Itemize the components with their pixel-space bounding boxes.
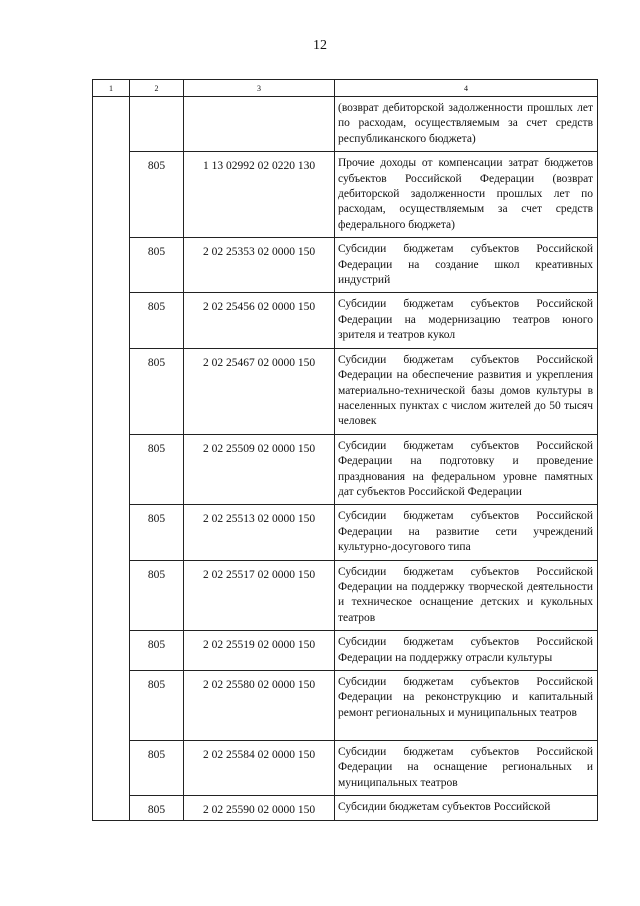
budget-code-cell: 2 02 25513 02 0000 150 [184, 505, 335, 560]
table-row [93, 631, 598, 671]
description-cell: Субсидии бюджетам субъектов Российской Федерации на поддержку отрасли культуры [335, 631, 598, 671]
table-row [93, 348, 598, 434]
table-row [93, 238, 598, 293]
admin-code-cell: 805 [130, 152, 184, 238]
description-cell: Субсидии бюджетам субъектов Российской Федерации на реконструкцию и капитальный ремонт региональных и муниципальных театров [335, 671, 598, 741]
budget-code-cell [184, 97, 335, 152]
description-cell: Прочие доходы от компенсации затрат бюджетов субъектов Российской Федерации (возврат дебиторской задолженности прошлых лет по расходам, осуществляемым за счет средств федерального бюджета) [335, 152, 598, 238]
page-number: 12 [313, 38, 327, 53]
description-cell: Субсидии бюджетам субъектов Российской [335, 796, 598, 820]
col-1-cell [93, 97, 130, 821]
budget-code-cell: 2 02 25517 02 0000 150 [184, 560, 335, 631]
description-cell: Субсидии бюджетам субъектов Российской Федерации на создание школ креативных индустрий [335, 238, 598, 293]
table-row [93, 505, 598, 560]
admin-code-cell: 805 [130, 560, 184, 631]
table-row [93, 741, 598, 796]
admin-code-cell [130, 97, 184, 152]
description-cell: Субсидии бюджетам субъектов Российской Федерации на модернизацию театров юного зрителя и театров кукол [335, 293, 598, 348]
budget-code-cell: 2 02 25467 02 0000 150 [184, 348, 335, 434]
table-row [93, 671, 598, 741]
description-cell: Субсидии бюджетам субъектов Российской Федерации на подготовку и проведение празднования на федеральном уровне памятных дат субъектов Российской Федерации [335, 434, 598, 505]
header-col-3: 3 [184, 80, 335, 97]
admin-code-cell: 805 [130, 238, 184, 293]
admin-code-cell: 805 [130, 434, 184, 505]
header-col-1: 1 [93, 80, 130, 97]
admin-code-cell: 805 [130, 631, 184, 671]
header-row [93, 80, 598, 97]
table-row [93, 434, 598, 505]
budget-code-cell: 2 02 25509 02 0000 150 [184, 434, 335, 505]
table-row [93, 293, 598, 348]
budget-code-cell: 2 02 25353 02 0000 150 [184, 238, 335, 293]
budget-code-cell: 2 02 25590 02 0000 150 [184, 796, 335, 820]
description-cell: Субсидии бюджетам субъектов Российской Федерации на развитие сети учреждений культурно-досугового типа [335, 505, 598, 560]
budget-classification-table [92, 79, 598, 821]
admin-code-cell: 805 [130, 671, 184, 741]
budget-code-cell: 2 02 25580 02 0000 150 [184, 671, 335, 741]
budget-code-cell: 1 13 02992 02 0220 130 [184, 152, 335, 238]
admin-code-cell: 805 [130, 348, 184, 434]
budget-code-cell: 2 02 25456 02 0000 150 [184, 293, 335, 348]
table-row [93, 97, 598, 152]
budget-code-cell: 2 02 25584 02 0000 150 [184, 741, 335, 796]
header-col-2: 2 [130, 80, 184, 97]
admin-code-cell: 805 [130, 293, 184, 348]
description-cell: Субсидии бюджетам субъектов Российской Федерации на обеспечение развития и укрепления материально-технической базы домов культуры в населенных пунктах с числом жителей до 50 тысяч человек [335, 348, 598, 434]
admin-code-cell: 805 [130, 505, 184, 560]
table-row [93, 560, 598, 631]
budget-code-cell: 2 02 25519 02 0000 150 [184, 631, 335, 671]
description-cell: Субсидии бюджетам субъектов Российской Федерации на поддержку творческой деятельности и техническое оснащение детских и кукольных театров [335, 560, 598, 631]
description-cell: Субсидии бюджетам субъектов Российской Федерации на оснащение региональных и муниципальных театров [335, 741, 598, 796]
admin-code-cell: 805 [130, 796, 184, 820]
header-col-4: 4 [335, 80, 598, 97]
table-row [93, 796, 598, 820]
description-cell: (возврат дебиторской задолженности прошлых лет по расходам, осуществляемым за счет средств республиканского бюджета) [335, 97, 598, 152]
table-row [93, 152, 598, 238]
admin-code-cell: 805 [130, 741, 184, 796]
